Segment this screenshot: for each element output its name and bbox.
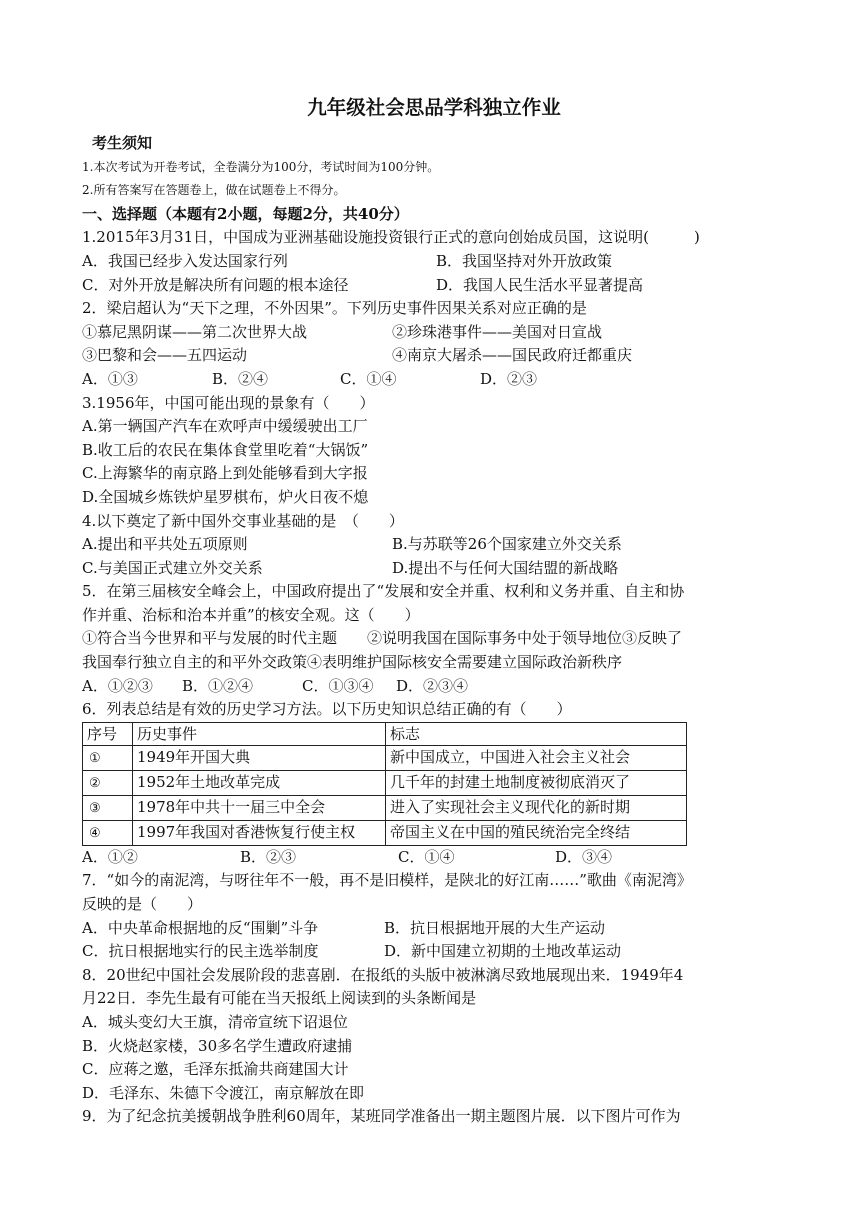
option-a: A．我国已经步入发达国家行列 [82,251,288,270]
row-no: ④ [89,825,101,841]
item-3: ③巴黎和会——五四运动 [82,346,248,365]
row-event: 1997年我国对香港恢复行使主权 [133,820,386,845]
option-a: A．中央革命根据地的反“围剿”斗争 [82,918,319,937]
q9-stem: 9．为了纪念抗美援朝战争胜利60周年，某班同学准备出一期主题图片展．以下图片可作为 [82,1107,681,1126]
option-d: D.提出不与任何大国结盟的新战略 [392,558,619,577]
q1-stem: 1.2015年3月31日，中国成为亚洲基础设施投资银行正式的意向创始成员国，这说明( ) [82,228,700,247]
option-a: A．城头变幻大王旗，清帝宣统下诏退位 [82,1013,348,1031]
option-d: D.全国城乡炼铁炉星罗棋布，炉火日夜不熄 [82,487,369,506]
q7-stem: 7．“如今的南泥湾，与呀往年不一般，再不是旧模样，是陕北的好江南……”歌曲《南泥湾》 [82,871,692,890]
q2-items [82,321,786,345]
section-heading: 一、选择题（本题有2小题，每题2分，共40分） [82,204,409,223]
page-title: 九年级社会思品学科独立作业 [307,96,561,119]
q6-stem: 6．列表总结是有效的历史学习方法。以下历史知识总结正确的有（ ） [82,700,572,719]
row-event: 1978年中共十一届三中全会 [133,795,386,820]
q5-statements: 我国奉行独立自主的和平外交政策④表明维护国际核安全需要建立国际政治新秩序 [82,653,623,672]
option-a: A.提出和平共处五项原则 [82,535,248,554]
option-c: C．①④ [340,369,397,388]
option-d: D．③④ [555,847,613,866]
option-a: A.第一辆国产汽车在欢呼声中缓缓驶出工厂 [82,417,368,436]
q5-options [82,675,786,699]
option-c: C．抗日根据地实行的民主选举制度 [82,942,319,961]
option-d: D．我国人民生活水平显著提高 [436,275,644,294]
notice-heading: 考生须知 [92,134,153,152]
q6-options [82,846,786,870]
q3-stem: 3.1956年，中国可能出现的景象有（ ） [82,393,375,412]
notice-item: 1.本次考试为开卷考试，全卷满分为100分，考试时间为100分钟。 [82,159,440,174]
q2-stem: 2．梁启超认为“天下之理，不外因果”。下列历史事件因果关系对应正确的是 [82,299,587,318]
option-b: B.与苏联等26个国家建立外交关系 [392,535,622,554]
option-b: B.收工后的农民在集体食堂里吃着“大锅饭” [82,440,369,459]
q2-options [82,368,786,392]
q7-options [82,940,786,964]
option-d: D．②③ [480,369,538,388]
option-b: B．火烧赵家楼，30多名学生遭政府逮捕 [82,1036,353,1055]
item-2: ②珍珠港事件——美国对日宣战 [392,322,603,341]
history-table [82,722,687,846]
option-a: A．①② [82,847,138,866]
q5-stem: 作并重、治标和治本并重”的核安全观。这（ ） [82,605,420,624]
row-no: ② [89,775,101,791]
item-4: ④南京大屠杀——国民政府迁都重庆 [392,346,633,365]
row-no: ③ [89,800,101,816]
q4-options [82,557,786,581]
table-row [83,745,687,770]
q8-stem: 8．20世纪中国社会发展阶段的悲喜剧．在报纸的头版中被淋漓尽致地展现出来．1949年4 [82,965,684,984]
row-sign: 新中国成立，中国进入社会主义社会 [386,745,687,770]
q1-options [82,274,786,298]
row-event: 1952年土地改革完成 [133,770,386,795]
option-a: A．①③ [82,369,138,388]
row-event: 1949年开国大典 [133,745,386,770]
option-b: B．②④ [212,369,269,388]
q4-options [82,533,786,557]
q2-items [82,344,786,368]
header-sign: 标志 [386,722,687,745]
q7-stem: 反映的是（ ） [82,895,203,914]
option-c: C.与美国正式建立外交关系 [82,558,263,577]
option-c: C.上海繁华的南京路上到处能够看到大字报 [82,464,368,483]
option-b: B．抗日根据地开展的大生产运动 [384,918,606,937]
q1-options [82,250,786,274]
row-sign: 帝国主义在中国的殖民统治完全终结 [386,820,687,845]
option-b: B．②③ [240,847,297,866]
option-d: D．②③④ [396,676,469,695]
table-row [83,770,687,795]
option-c: C．应蒋之邀，毛泽东抵渝共商建国大计 [82,1060,349,1079]
q5-stem: 5．在第三届核安全峰会上，中国政府提出了“发展和安全并重、权利和义务并重、自主和协 [82,582,685,601]
notice-item: 2.所有答案写在答题卷上，做在试题卷上不得分。 [82,183,346,198]
option-d: D．新中国建立初期的土地改革运动 [384,942,622,961]
option-c: C．对外开放是解决所有问题的根本途径 [82,275,349,294]
option-b: B．我国坚持对外开放政策 [436,251,613,270]
option-c: C．①③④ [302,676,374,695]
option-c: C．①④ [398,847,455,866]
header-event: 历史事件 [133,722,386,745]
q5-statements: ①符合当今世界和平与发展的时代主题 ②说明我国在国际事务中处于领导地位③反映了 [82,629,683,648]
q8-stem: 月22日．李先生最有可能在当天报纸上阅读到的头条断闻是 [82,989,477,1008]
option-d: D．毛泽东、朱德下令渡江，南京解放在即 [82,1083,365,1102]
option-a: A．①②③ [82,676,153,695]
option-b: B．①②④ [182,676,254,695]
table-row [83,795,687,820]
table-header-row [83,722,687,745]
header-no: 序号 [83,722,133,745]
q7-options [82,917,786,941]
item-1: ①慕尼黑阴谋——第二次世界大战 [82,322,308,341]
table-row [83,820,687,845]
row-no: ① [89,750,101,766]
row-sign: 几千年的封建土地制度被彻底消灭了 [386,770,687,795]
row-sign: 进入了实现社会主义现代化的新时期 [386,795,687,820]
q4-stem: 4.以下奠定了新中国外交事业基础的是 （ ） [82,511,404,530]
